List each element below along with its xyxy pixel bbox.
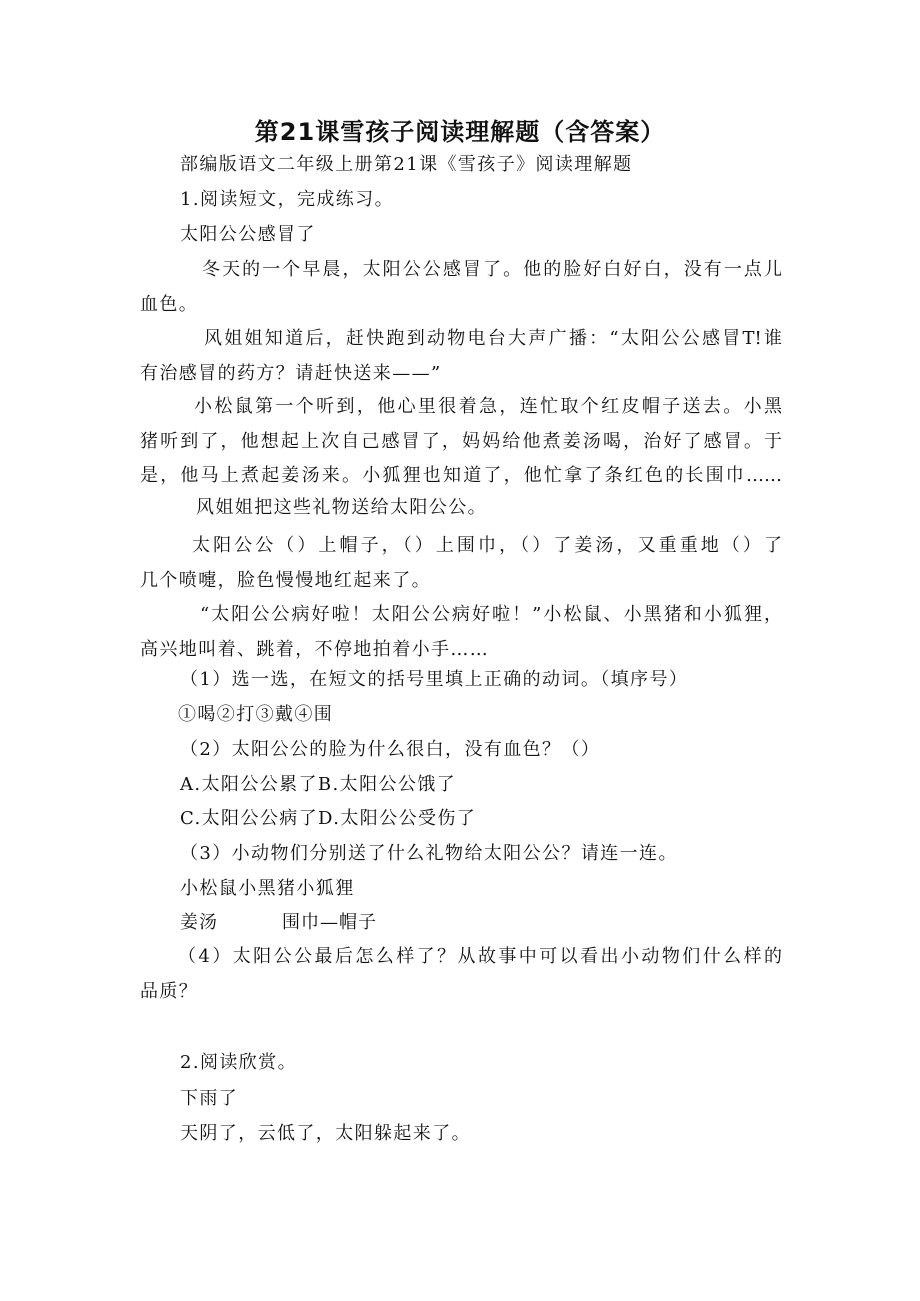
paragraph-line: 小松鼠第一个听到，他心里很着急，连忙取个红皮帽子送去。小黑 [194, 396, 782, 417]
paragraph-line: “太阳公公病好啦！太阳公公病好啦！”小松鼠、小黑猪和小狐狸， [200, 604, 782, 625]
paragraph-line: （4）太阳公公最后怎么样了？从故事中可以看出小动物们什么样的 [178, 946, 782, 967]
story-paragraph-3 [140, 390, 782, 494]
paragraph-line: 品质？ [140, 980, 199, 1002]
sub-question-1-options: ①喝②打③戴④围 [178, 704, 334, 725]
story-paragraph-2 [140, 322, 782, 391]
sub-question-2: （2）太阳公公的脸为什么很白，没有血色？（） [180, 739, 601, 760]
paragraph-line: 冬天的一个早晨，太阳公公感冒了。他的脸好白好白，没有一点儿 [202, 259, 782, 280]
gift-item: 姜汤 [180, 912, 218, 933]
subtitle: 部编版语文二年级上册第21课《雪孩子》阅读理解题 [180, 154, 633, 175]
sub-question-2-options-ab: A.太阳公公累了B.太阳公公饿了 [180, 774, 457, 795]
paragraph-line: 几个喷嚏，脸色慢慢地红起来了。 [140, 569, 431, 591]
story-paragraph-4: 风姐姐把这些礼物送给太阳公公。 [196, 497, 487, 518]
story-paragraph-6 [140, 598, 782, 667]
sub-question-3-animals: 小松鼠小黑猪小狐狸 [180, 878, 355, 899]
sub-question-1: （1）选一选，在短文的括号里填上正确的动词。（填序号） [180, 669, 689, 690]
story-2-line: 天阴了，云低了，太阳躲起来了。 [180, 1123, 471, 1144]
paragraph-line: 猪听到了，他想起上次自己感冒了，妈妈给他煮姜汤喝，治好了感冒。于 [140, 430, 782, 452]
story-2-title: 下雨了 [180, 1088, 239, 1109]
question-1-heading: 1.阅读短文，完成练习。 [180, 189, 394, 210]
sub-question-2-options-cd: C.太阳公公病了D.太阳公公受伤了 [180, 808, 477, 829]
gift-item: 围巾—帽子 [282, 912, 377, 933]
paragraph-line: 太阳公公（）上帽子，（）上围巾，（）了姜汤，又重重地（）了 [192, 535, 782, 556]
story-title: 太阳公公感冒了 [180, 224, 316, 245]
question-2-heading: 2.阅读欣赏。 [180, 1052, 297, 1073]
paragraph-line: 风姐姐知道后，赶快跑到动物电台大声广播：“太阳公公感冒T!谁 [204, 328, 782, 349]
page-title: 第21课雪孩子阅读理解题（含答案） [254, 118, 666, 146]
sub-question-3: （3）小动物们分别送了什么礼物给太阳公公？请连一连。 [180, 843, 678, 864]
paragraph-line: 有治感冒的药方？请赶快送来——” [140, 362, 442, 384]
paragraph-line: 是，他马上煮起姜汤来。小狐狸也知道了，他忙拿了条红色的长围巾…… [140, 465, 782, 486]
story-paragraph-5 [140, 529, 782, 598]
sub-question-4 [140, 940, 782, 1009]
story-paragraph-1 [140, 253, 782, 322]
sub-question-3-gifts [180, 910, 377, 936]
paragraph-line: 高兴地叫着、跳着，不停地拍着小手…… [140, 638, 490, 660]
paragraph-line: 血色。 [140, 293, 199, 315]
